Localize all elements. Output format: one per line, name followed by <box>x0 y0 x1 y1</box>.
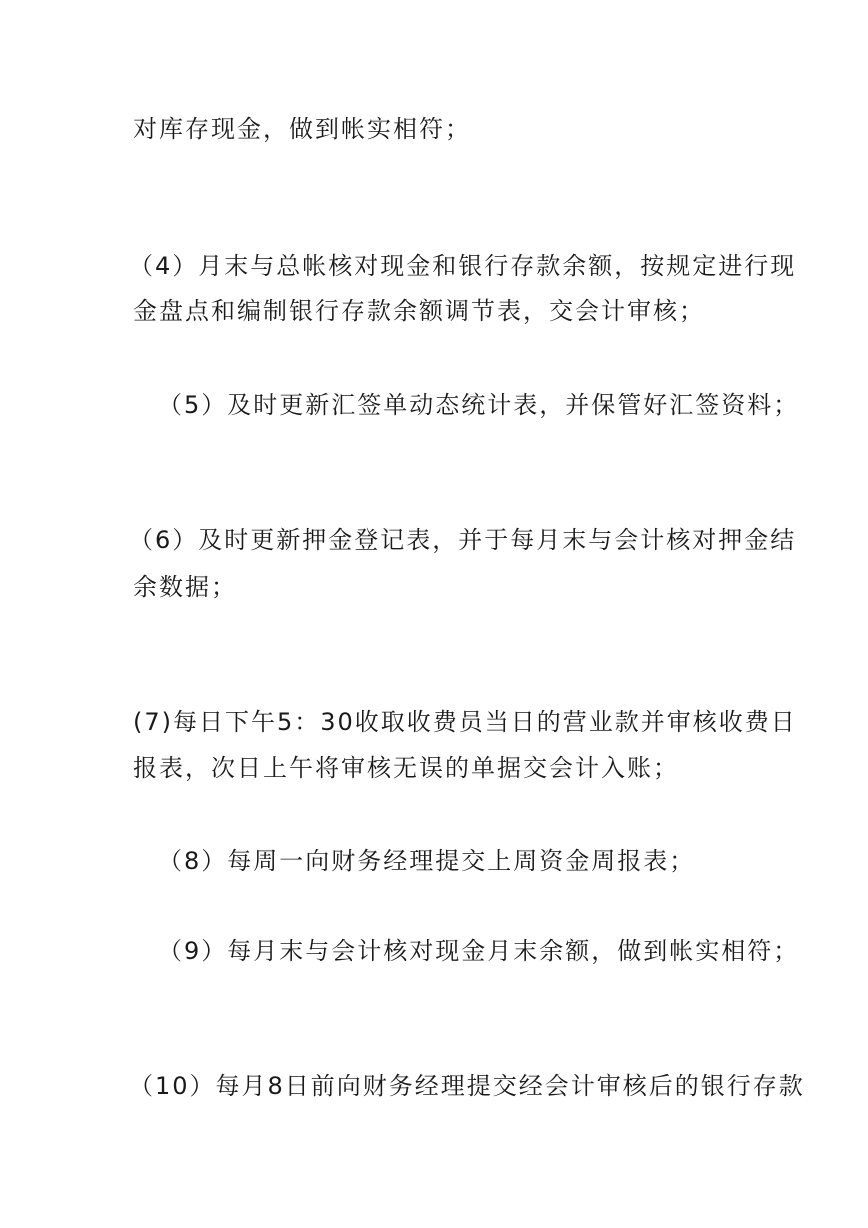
text-line-9: （8）每周一向财务经理提交上周资金周报表； <box>158 847 696 875</box>
text-line-4: （5）及时更新汇签单动态统计表，并保管好汇签资料； <box>158 391 800 419</box>
text-line-6: 余数据； <box>133 573 237 601</box>
text-line-11: （10）每月8日前向财务经理提交经会计审核后的银行存款 <box>129 1072 805 1100</box>
text-line-10: （9）每月末与会计核对现金月末余额，做到帐实相符； <box>158 937 800 965</box>
text-line-7: (7)每日下午5：30收取收费员当日的营业款并审核收费日 <box>133 708 797 736</box>
text-line-2: （4）月末与总帐核对现金和银行存款余额，按规定进行现 <box>129 252 797 280</box>
text-line-8: 报表，次日上午将审核无误的单据交会计入账； <box>133 754 679 782</box>
text-line-1: 对库存现金，做到帐实相符； <box>133 115 471 143</box>
text-line-5: （6）及时更新押金登记表，并于每月末与会计核对押金结 <box>129 526 797 554</box>
text-line-3: 金盘点和编制银行存款余额调节表，交会计审核； <box>133 297 705 325</box>
